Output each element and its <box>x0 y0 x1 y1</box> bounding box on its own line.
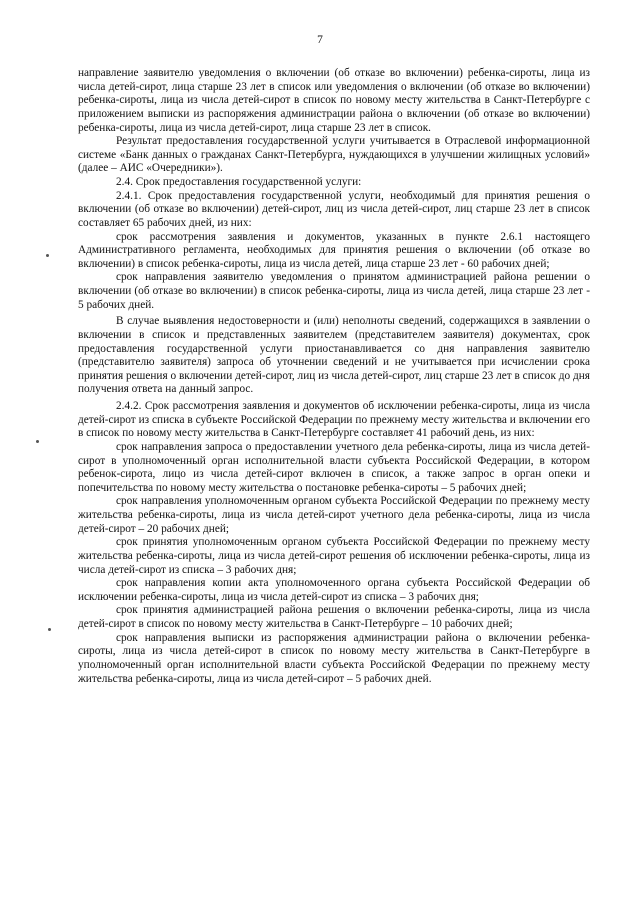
paragraph-continuation: направление заявителю уведомления о включении (об отказе во включении) ребенка-сироты, лица из числа детей-сирот, лица старше 23 лет в список или уведомления о включении (об отказе во включении) ребенка-сироты, лица из числа детей-сирот в список по новому месту жительства в Санкт-Петербурге с приложением выписки из распоряжения администрации района о включении (об отказе во включении) ребенка-сироты, лица из числа детей-сирот, лица старше 23 лет в список. <box>78 67 590 134</box>
list-item-term: срок принятия администрацией района решения о включении ребенка-сироты, лица из числа детей-сирот в список по новому месту жительства в Санкт-Петербурге – 10 рабочих дней; <box>78 604 590 630</box>
margin-dot <box>36 440 39 443</box>
list-item-term: срок направления запроса о предоставлении учетного дела ребенка-сироты, лица из числа детей-сирот в уполномоченный орган исполнительной власти субъекта Российской Федерации, в котором ребенок-сирота, лицо из числа детей-сирот включен в список, а также запрос в орган опеки и попечительства по новому месту жительства о постановке ребенка-сироты – 5 рабочих дней; <box>78 440 590 494</box>
list-item-term: срок направления уполномоченным органом субъекта Российской Федерации по прежнему месту жительства ребенка-сироты, лица из числа детей-сирот учетного дела ребенка-сироты, лица из числа детей-сирот – 20 рабочих дней; <box>78 495 590 535</box>
section-heading-2-4: 2.4. Срок предоставления государственной услуги: <box>116 176 362 188</box>
list-item-term: срок принятия уполномоченным органом субъекта Российской Федерации по прежнему месту жительства ребенка-сироты, лица из числа детей-сирот решения об исключении ребенка-сироты, лица из числа детей-сирот из списка – 3 рабочих дня; <box>78 536 590 576</box>
list-item-term: срок направления выписки из распоряжения администрации района о включении ребенка-сироты, лица из числа детей-сирот в список по новому месту жительства в Санкт-Петербурге в уполномоченный орган исполнительной власти субъекта Российской Федерации по прежнему месту жительства ребенка-сироты, лица из числа детей-сирот – 5 рабочих дней. <box>78 631 590 685</box>
list-item-term: срок направления копии акта уполномоченного органа субъекта Российской Федерации об исключении ребенка-сироты, лица из числа детей-сирот из списка – 3 рабочих дня; <box>78 577 590 603</box>
paragraph-result: Результат предоставления государственной услуги учитывается в Отраслевой информационной системе «Банк данных о гражданах Санкт-Петербурга, нуждающихся в улучшении жилищных условий» (далее – АИС «Очередники»). <box>78 135 590 175</box>
paragraph-suspension: В случае выявления недостоверности и (или) неполноты сведений, содержащихся в заявлении о включении в список и представленных заявителем (представителем заявителя) документах, срок предоставления государственной услуги приостанавливается со дня направления заявителю (представителю заявителя) запроса об уточнении сведений и не учитывается при исчислении срока принятия решения о включении детей-сирот, лиц из числа детей-сирот, лиц старше 23 лет в список до дня получения ответа на данный запрос. <box>78 315 590 396</box>
list-item-term: срок направления заявителю уведомления о принятом администрацией района решении о включении (об отказе во включении) в список ребенка-сироты, лица из числа детей, лица старше 23 лет - 5 рабочих дней. <box>78 271 590 311</box>
paragraph-2-4-1: 2.4.1. Срок предоставления государственной услуги, необходимый для принятия решения о включении (об отказе во включении) детей-сирот, лиц из числа детей-сирот, лиц старше 23 лет в список составляет 65 рабочих дней, из них: <box>78 189 590 229</box>
margin-dot <box>48 628 51 631</box>
document-body <box>78 67 590 686</box>
margin-dot <box>46 254 49 257</box>
paragraph-2-4-2: 2.4.2. Срок рассмотрения заявления и документов об исключении ребенка-сироты, лица из числа детей-сирот из списка в субъекте Российской Федерации по прежнему месту жительства и включении его в список по новому месту жительства в Санкт-Петербурге составляет 41 рабочий день, из них: <box>78 400 590 440</box>
page-number: 7 <box>317 34 323 46</box>
list-item-term: срок рассмотрения заявления и документов, указанных в пункте 2.6.1 настоящего Административного регламента, необходимых для принятия решения о включении (об отказе во включении) в список ребенка-сироты, лица из числа детей, лица старше 23 лет - 60 рабочих дней; <box>78 230 590 270</box>
